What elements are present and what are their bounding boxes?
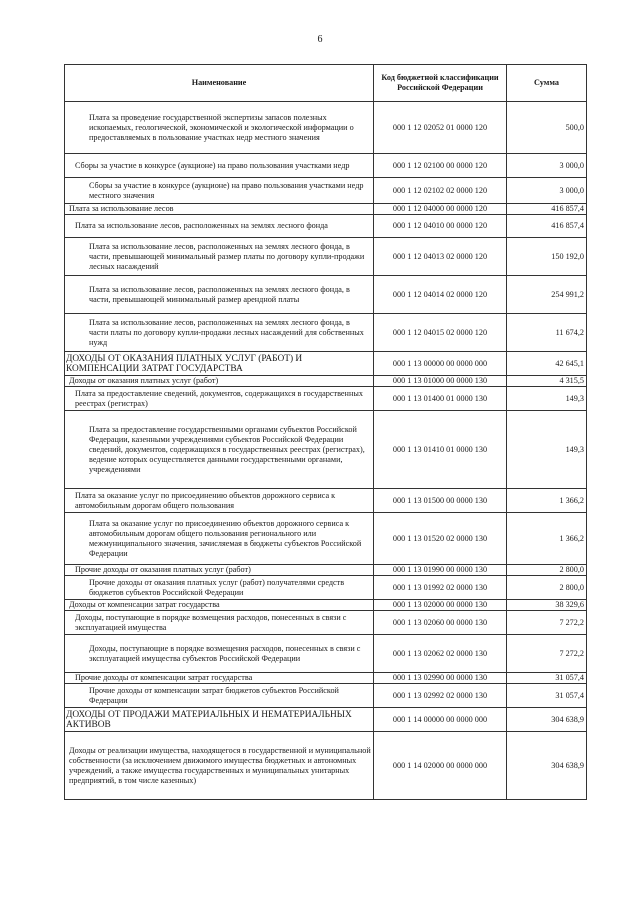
row-sum: 1 366,2 [507,489,587,513]
row-name: Плата за использование лесов, расположенных на землях лесного фонда, в части, превышающей минимальный размер платы по договору купли-продажи лесных насаждений [65,238,374,276]
header-name: Наименование [65,65,374,102]
row-code: 000 1 13 01520 02 0000 130 [374,513,507,565]
table-row [65,387,587,411]
table-row [65,276,587,314]
row-sum: 4 315,5 [507,376,587,387]
row-sum: 1 366,2 [507,513,587,565]
row-sum: 3 000,0 [507,154,587,178]
header-code: Код бюджетной классификации Российской Федерации [374,65,507,102]
row-name: Доходы, поступающие в порядке возмещения расходов, понесенных в связи с эксплуатацией имущества субъектов Российской Федерации [65,635,374,673]
row-name: Доходы, поступающие в порядке возмещения расходов, понесенных в связи с эксплуатацией имущества [65,611,374,635]
row-code: 000 1 12 02102 02 0000 120 [374,178,507,204]
row-name: ДОХОДЫ ОТ ПРОДАЖИ МАТЕРИАЛЬНЫХ И НЕМАТЕРИАЛЬНЫХ АКТИВОВ [65,708,374,732]
row-sum: 500,0 [507,102,587,154]
table-row [65,376,587,387]
row-sum: 42 645,1 [507,352,587,376]
row-code: 000 1 13 01410 01 0000 130 [374,411,507,489]
row-name: Плата за предоставление сведений, документов, содержащихся в государственных реестрах (регистрах) [65,387,374,411]
table-row [65,411,587,489]
table-row [65,154,587,178]
row-code: 000 1 12 02100 00 0000 120 [374,154,507,178]
table-header-row [65,65,587,102]
table-row [65,673,587,684]
row-code: 000 1 13 01992 02 0000 130 [374,576,507,600]
row-name: Плата за использование лесов, расположенных на землях лесного фонда, в части платы по договору купли-продажи лесных насаждений для собственных нужд [65,314,374,352]
table-row [65,565,587,576]
row-code: 000 1 13 00000 00 0000 000 [374,352,507,376]
budget-income-table [64,64,587,800]
row-sum: 304 638,9 [507,732,587,800]
row-name: Плата за использование лесов, расположенных на землях лесного фонда [65,215,374,238]
header-sum: Сумма [507,65,587,102]
row-sum: 7 272,2 [507,611,587,635]
row-code: 000 1 13 01990 00 0000 130 [374,565,507,576]
row-code: 000 1 12 04000 00 0000 120 [374,204,507,215]
row-name: Плата за оказание услуг по присоединению объектов дорожного сервиса к автомобильным дорогам общего пользования [65,489,374,513]
row-code: 000 1 12 04013 02 0000 120 [374,238,507,276]
row-sum: 31 057,4 [507,673,587,684]
page-number: 6 [317,34,323,45]
row-code: 000 1 12 04010 00 0000 120 [374,215,507,238]
row-sum: 416 857,4 [507,215,587,238]
row-sum: 7 272,2 [507,635,587,673]
table-row [65,238,587,276]
row-name: Прочие доходы от оказания платных услуг (работ) получателями средств бюджетов субъектов Российской Федерации [65,576,374,600]
table-row [65,215,587,238]
row-code: 000 1 14 00000 00 0000 000 [374,708,507,732]
table-row [65,600,587,611]
row-sum: 254 991,2 [507,276,587,314]
table-row [65,611,587,635]
row-code: 000 1 12 04015 02 0000 120 [374,314,507,352]
row-name: ДОХОДЫ ОТ ОКАЗАНИЯ ПЛАТНЫХ УСЛУГ (РАБОТ) И КОМПЕНСАЦИИ ЗАТРАТ ГОСУДАРСТВА [65,352,374,376]
row-sum: 149,3 [507,387,587,411]
row-code: 000 1 12 04014 02 0000 120 [374,276,507,314]
row-name: Плата за использование лесов, расположенных на землях лесного фонда, в части, превышающей минимальный размер арендной платы [65,276,374,314]
table-row [65,102,587,154]
row-name: Плата за предоставление государственными органами субъектов Российской Федерации, казенными учреждениями субъектов Российской Федерации сведений, документов, содержащихся в государственных реестрах (регистрах), ведение которых осуществляется данными государственными органами, учреждениями [65,411,374,489]
table-row [65,732,587,800]
row-code: 000 1 12 02052 01 0000 120 [374,102,507,154]
table-row [65,314,587,352]
table-row [65,708,587,732]
table-body [65,102,587,800]
row-code: 000 1 13 01500 00 0000 130 [374,489,507,513]
row-code: 000 1 14 02000 00 0000 000 [374,732,507,800]
row-sum: 304 638,9 [507,708,587,732]
row-sum: 416 857,4 [507,204,587,215]
row-code: 000 1 13 02060 00 0000 130 [374,611,507,635]
row-name: Сборы за участие в конкурсе (аукционе) на право пользования участками недр [65,154,374,178]
row-code: 000 1 13 01400 01 0000 130 [374,387,507,411]
table-row [65,204,587,215]
table-row [65,352,587,376]
row-sum: 150 192,0 [507,238,587,276]
table-row [65,513,587,565]
row-name: Доходы от реализации имущества, находящегося в государственной и муниципальной собственности (за исключением движимого имущества бюджетных и автономных учреждений, а также имущества государственных и муниципальных унитарных предприятий, в том числе казенных) [65,732,374,800]
row-sum: 3 000,0 [507,178,587,204]
row-name: Плата за проведение государственной экспертизы запасов полезных ископаемых, геологической, экономической и экологической информации о предоставляемых в пользование участках недр местного значения [65,102,374,154]
row-sum: 11 674,2 [507,314,587,352]
table-row [65,576,587,600]
table-row [65,635,587,673]
table-row [65,178,587,204]
row-code: 000 1 13 02000 00 0000 130 [374,600,507,611]
row-name: Доходы от оказания платных услуг (работ) [65,376,374,387]
row-sum: 2 800,0 [507,576,587,600]
row-code: 000 1 13 02990 00 0000 130 [374,673,507,684]
row-name: Плата за использование лесов [65,204,374,215]
row-name: Доходы от компенсации затрат государства [65,600,374,611]
row-sum: 149,3 [507,411,587,489]
row-sum: 31 057,4 [507,684,587,708]
row-name: Сборы за участие в конкурсе (аукционе) на право пользования участками недр местного значения [65,178,374,204]
row-sum: 2 800,0 [507,565,587,576]
row-code: 000 1 13 01000 00 0000 130 [374,376,507,387]
row-code: 000 1 13 02992 02 0000 130 [374,684,507,708]
row-sum: 38 329,6 [507,600,587,611]
table-row [65,489,587,513]
row-name: Прочие доходы от оказания платных услуг (работ) [65,565,374,576]
row-name: Плата за оказание услуг по присоединению объектов дорожного сервиса к автомобильным дорогам общего пользования регионального или межмуниципального значения, зачисляемая в бюджеты субъектов Российской Федерации [65,513,374,565]
row-name: Прочие доходы от компенсации затрат бюджетов субъектов Российской Федерации [65,684,374,708]
row-code: 000 1 13 02062 02 0000 130 [374,635,507,673]
table-row [65,684,587,708]
row-name: Прочие доходы от компенсации затрат государства [65,673,374,684]
